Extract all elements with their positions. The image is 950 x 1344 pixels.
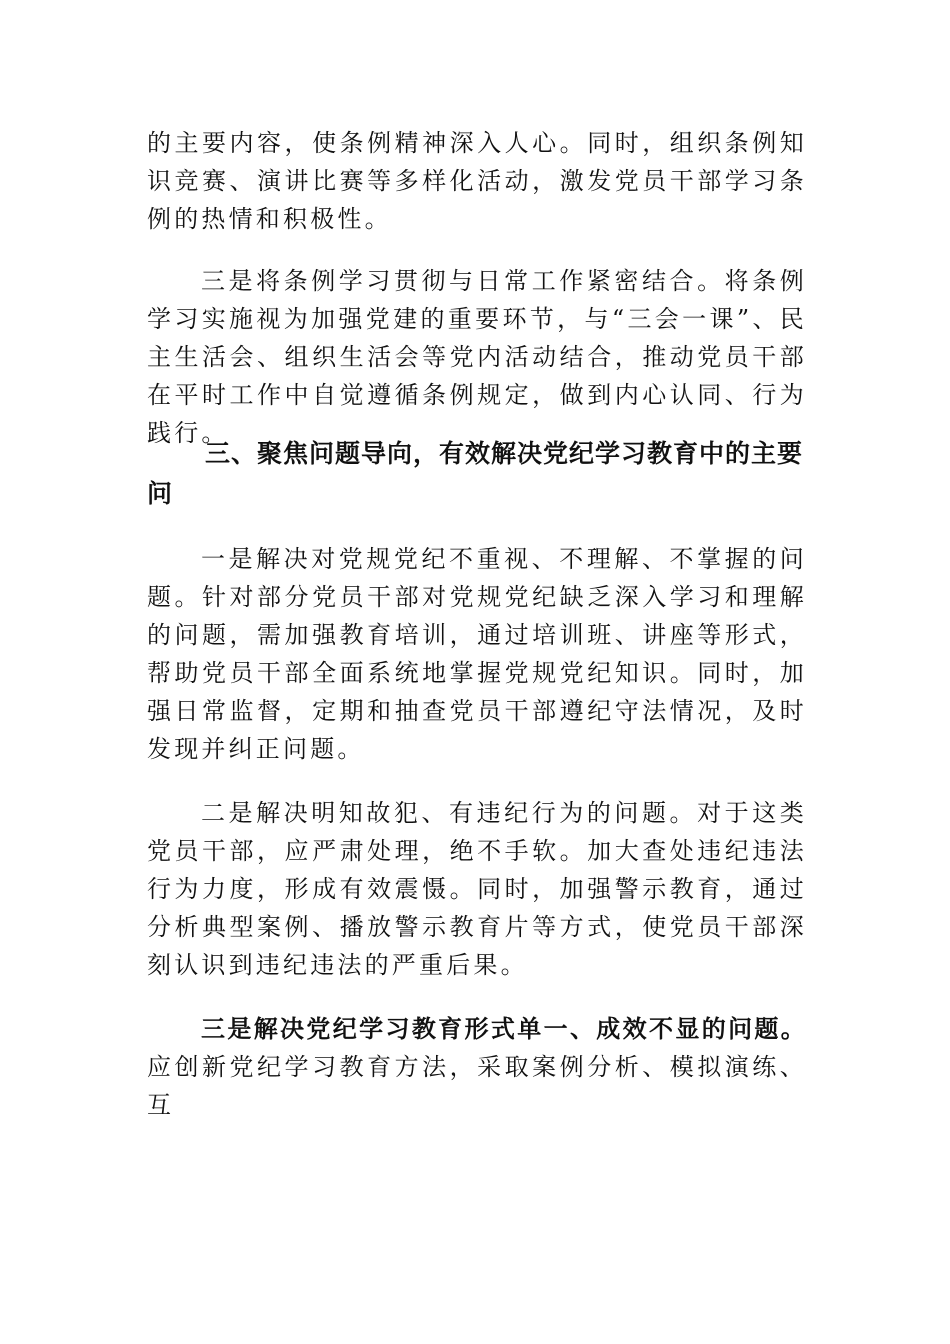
paragraph-lead-sentence: 三是解决党纪学习教育形式单一、成效不显的问题。 — [201, 1015, 807, 1043]
paragraph-problem-one: 一是解决对党规党纪不重视、不理解、不掌握的问题。针对部分党员干部对党规党纪缺乏深入学习和理解的问题，需加强教育培训，通过培训班、讲座等形式，帮助党员干部全面系统地掌握党规党纪知识。同时，加强日常监督，定期和抽查党员干部遵纪守法情况，及时发现并纠正问题。 — [147, 545, 807, 763]
section-heading-three: 三、聚焦问题导向，有效解决党纪学习教育中的主要问 — [147, 439, 804, 508]
paragraph-problem-two: 二是解决明知故犯、有违纪行为的问题。对于这类党员干部，应严肃处理，绝不手软。加大查处违纪违法行为力度，形成有效震慑。同时，加强警示教育，通过分析典型案例、播放警示教育片等方式，使党员干部深刻认识到违纪违法的严重后果。 — [147, 799, 807, 979]
paragraph-continuation: 的主要内容，使条例精神深入人心。同时，组织条例知识竞赛、演讲比赛等多样化活动，激发党员干部学习条例的热情和积极性。 — [147, 129, 807, 233]
paragraph-problem-three — [147, 1010, 807, 1124]
paragraph-body-text: 应创新党纪学习教育方法，采取案例分析、模拟演练、互 — [147, 1053, 807, 1119]
paragraph-point-three: 三是将条例学习贯彻与日常工作紧密结合。将条例学习实施视为加强党建的重要环节，与“三会一课”、民主生活会、组织生活会等党内活动结合，推动党员干部在平时工作中自觉遵循条例规定，做到内心认同、行为践行。 — [147, 267, 807, 447]
